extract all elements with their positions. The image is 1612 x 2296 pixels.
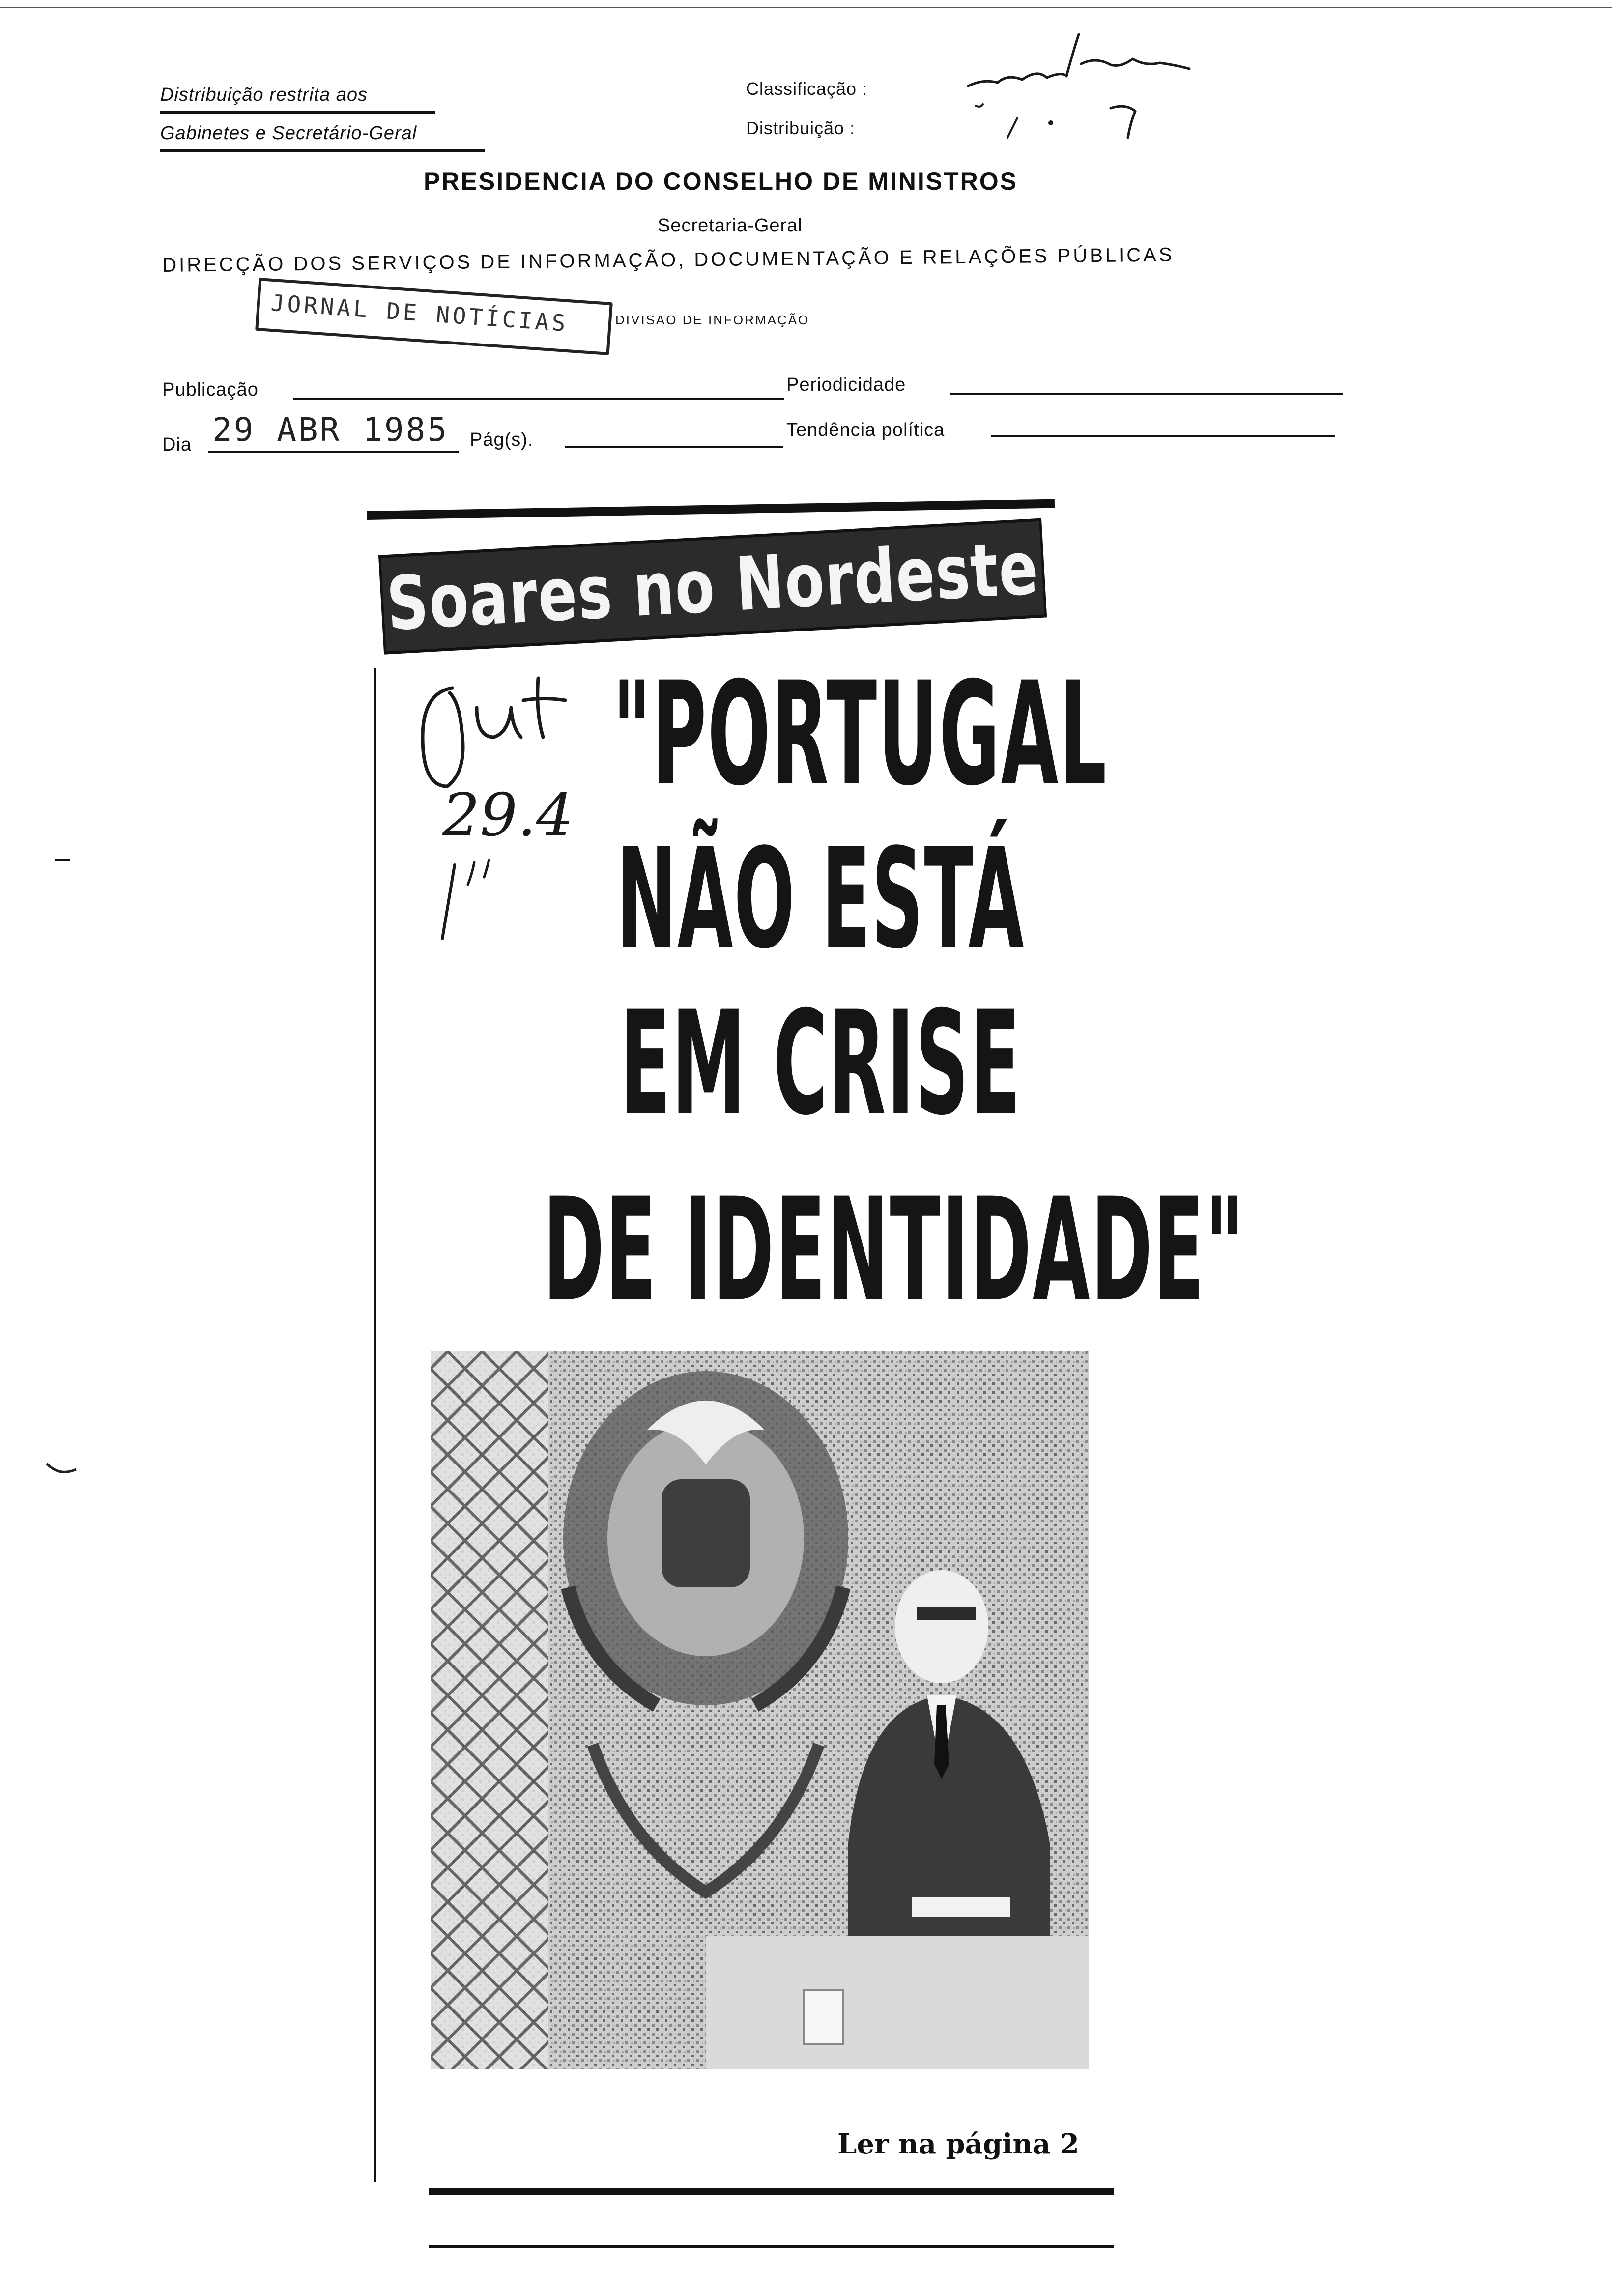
ink-dot <box>1048 120 1053 125</box>
clipping-bottom-rule-thin <box>429 2245 1114 2248</box>
banner-wrapper <box>378 508 1234 654</box>
handwritten-annotation <box>403 673 609 968</box>
scan-mark-2 <box>44 1460 79 1479</box>
photo-image <box>431 1351 1089 2069</box>
tendencia-field-line <box>991 435 1335 437</box>
banner <box>378 518 1047 655</box>
distribution-note-underline2 <box>160 149 485 152</box>
headline-line-1: "PORTUGAL <box>612 652 1108 817</box>
dia-field-line <box>208 451 459 453</box>
publicacao-field-line <box>293 398 784 400</box>
pags-label: Pág(s). <box>470 430 534 450</box>
handwritten-date: 29.4 <box>442 781 574 850</box>
periodicidade-field-line <box>950 393 1343 395</box>
distribution-note-line2: Gabinetes e Secretário-Geral <box>160 123 417 144</box>
classificacao-label: Classificação : <box>746 79 868 99</box>
headline-line-3: EM CRISE <box>620 981 1022 1147</box>
clipping-left-border <box>374 668 376 2182</box>
headline-line-2: NÃO ESTÁ <box>616 819 1025 979</box>
banner-text: Soares no Nordeste <box>384 525 1041 648</box>
divisao-title: DIVISAO DE INFORMAÇÃO <box>615 313 810 327</box>
periodicidade-label: Periodicidade <box>786 374 906 395</box>
tendencia-label: Tendência política <box>786 420 945 440</box>
publication-stamp <box>255 278 613 355</box>
direccao-title: DIRECÇÃO DOS SERVIÇOS DE INFORMAÇÃO, DOCUMENTAÇÃO E RELAÇÕES PÚBLICAS <box>162 244 1175 276</box>
headline-line-4: DE IDENTIDADE" <box>543 1168 1245 1333</box>
ministry-title: PRESIDENCIA DO CONSELHO DE MINISTROS <box>424 168 1018 195</box>
handwritten-signature <box>963 20 1238 147</box>
distribution-note-underline1 <box>160 111 435 114</box>
read-more-caption: Ler na página 2 <box>837 2128 1079 2160</box>
dia-label: Dia <box>162 434 192 455</box>
date-stamp: 29 ABR 1985 <box>212 411 449 449</box>
pags-field-line <box>565 446 783 448</box>
distribuicao-label: Distribuição : <box>746 118 856 138</box>
scan-top-border <box>0 7 1612 8</box>
clipping-bottom-rule <box>429 2188 1114 2195</box>
publicacao-label: Publicação <box>162 379 259 400</box>
scan-mark-1 <box>55 859 70 861</box>
distribution-note-line1: Distribuição restrita aos <box>160 85 368 105</box>
secretaria-geral: Secretaria-Geral <box>658 215 803 236</box>
publication-stamp-text: JORNAL DE NOTÍCIAS <box>270 289 570 337</box>
handwritten-out: Out <box>491 722 492 723</box>
news-photo <box>431 1351 1089 2069</box>
clipping-top-rule <box>367 499 1055 520</box>
